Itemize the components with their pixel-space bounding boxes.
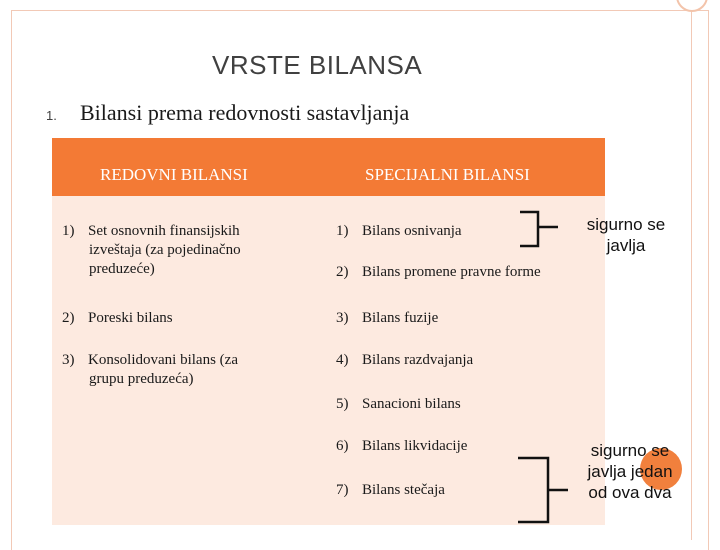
left-item-1-line3: preduzeće) bbox=[89, 261, 155, 277]
right-item-5-num: 5) bbox=[336, 396, 349, 412]
left-item-3-num: 3) bbox=[62, 352, 75, 368]
note-top bbox=[566, 214, 686, 256]
right-item-7-text: Bilans stečaja bbox=[362, 482, 445, 498]
right-item-6-num: 6) bbox=[336, 438, 349, 454]
note-bottom bbox=[570, 440, 690, 503]
bracket-top bbox=[520, 212, 558, 246]
right-item-1-num: 1) bbox=[336, 223, 349, 239]
left-item-3-line1: Konsolidovani bilans (za bbox=[88, 352, 238, 368]
right-item-2-text: Bilans promene pravne forme bbox=[362, 264, 541, 280]
right-item-2-num: 2) bbox=[336, 264, 349, 280]
left-item-2-num: 2) bbox=[62, 310, 75, 326]
slide-subtitle: Bilansi prema redovnosti sastavljanja bbox=[80, 100, 410, 125]
right-item-7-num: 7) bbox=[336, 482, 349, 498]
right-item-5-text: Sanacioni bilans bbox=[362, 396, 461, 412]
right-item-3-text: Bilans fuzije bbox=[362, 310, 439, 326]
note-top-line2: javlja bbox=[606, 236, 646, 255]
note-top-line1: sigurno se bbox=[586, 215, 666, 234]
note-bottom-line3: od ova dva bbox=[588, 483, 672, 502]
left-item-2-line1: Poreski bilans bbox=[88, 310, 173, 326]
right-item-1-text: Bilans osnivanja bbox=[362, 223, 462, 239]
header-specijalni: SPECIJALNI BILANSI bbox=[365, 165, 530, 184]
left-item-1-num: 1) bbox=[62, 223, 75, 239]
right-item-4-num: 4) bbox=[336, 352, 349, 368]
note-bottom-line1: sigurno se bbox=[590, 441, 670, 460]
left-item-1-line2: izveštaja (za pojedinačno bbox=[89, 242, 241, 258]
right-item-3-num: 3) bbox=[336, 310, 349, 326]
bracket-bottom bbox=[518, 458, 568, 522]
header-redovni: REDOVNI BILANSI bbox=[100, 165, 248, 184]
left-item-3-line2: grupu preduzeća) bbox=[89, 371, 194, 387]
list-number: 1. bbox=[46, 108, 57, 123]
note-bottom-line2: javlja jedan bbox=[587, 462, 673, 481]
right-item-6-text: Bilans likvidacije bbox=[362, 438, 468, 454]
right-item-4-text: Bilans razdvajanja bbox=[362, 352, 474, 368]
slide-title: VRSTE BILANSA bbox=[212, 50, 423, 80]
left-item-1-line1: Set osnovnih finansijskih bbox=[88, 223, 240, 239]
